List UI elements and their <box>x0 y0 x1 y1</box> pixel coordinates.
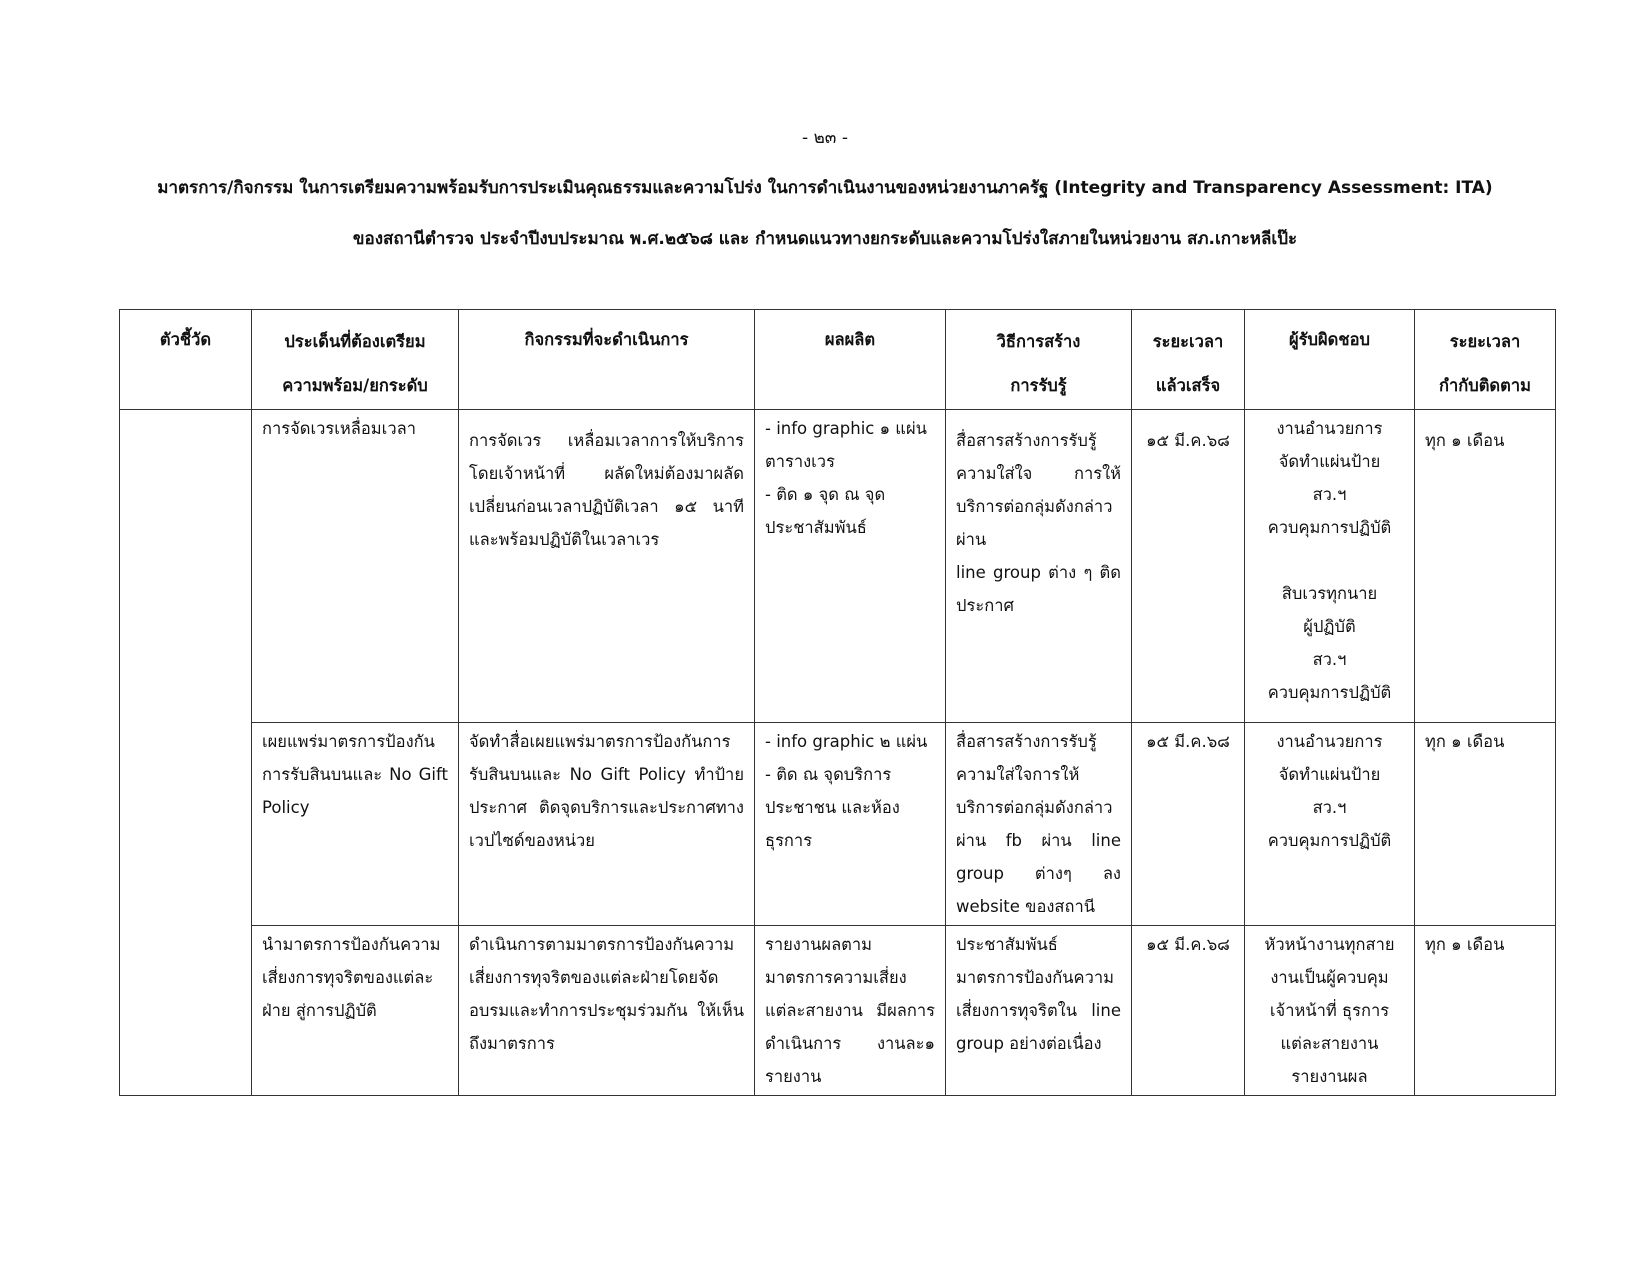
issue-cell: การจัดเวรเหลื่อมเวลา <box>252 410 459 723</box>
table-row <box>120 410 1556 723</box>
responsible-line: งานอำนวยการ <box>1276 732 1383 751</box>
method-cell: ประชาสัมพันธ์มาตรการป้องกันความเสี่ยงการทุจริตใน line group อย่างต่อเนื่อง <box>946 926 1132 1096</box>
responsible-line: ควบคุมการปฏิบัติ <box>1267 518 1392 537</box>
deadline-cell: ๑๕ มี.ค.๖๘ <box>1132 723 1245 926</box>
header-monitor <box>1415 310 1556 410</box>
responsible-line: งานเป็นผู้ควบคุม <box>1270 968 1389 987</box>
document-title-line-1: มาตรการ/กิจกรรม ในการเตรียมความพร้อมรับการประเมินคุณธรรมและความโปร่ง ในการดำเนินงานของหน่วยงานภาครัฐ (Integrity and Transparency Assessment: ITA) <box>157 178 1493 198</box>
responsible-line: สว.ฯ <box>1312 650 1347 669</box>
responsible-cell <box>1245 410 1415 723</box>
output-line: - ติด ณ จุดบริการประชาชน และห้องธุรการ <box>765 765 900 850</box>
responsible-spacer <box>1255 544 1404 577</box>
responsible-line: ควบคุมการปฏิบัติ <box>1267 831 1392 850</box>
responsible-line: แต่ละสายงาน <box>1280 1034 1379 1053</box>
responsible-line: หัวหน้างานทุกสาย <box>1264 935 1395 954</box>
document-title-line-2: ของสถานีตำรวจ ประจำปีงบประมาณ พ.ศ.๒๕๖๘ และ กำหนดแนวทางยกระดับและความโปร่งใสภายในหน่วยงาน สภ.เกาะหลีเป๊ะ <box>352 229 1298 249</box>
header-method-line-2: การรับรู้ <box>1010 375 1067 395</box>
table-row <box>120 926 1556 1096</box>
output-cell: รายงานผลตามมาตรการความเสี่ยงแต่ละสายงาน มีผลการดำเนินการ งานละ๑ รายงาน <box>755 926 946 1096</box>
header-indicator <box>120 310 252 410</box>
activity-cell: การจัดเวร เหลื่อมเวลาการให้บริการโดยเจ้าหน้าที่ ผลัดใหม่ต้องมาผลัดเปลี่ยนก่อนเวลาปฏิบัติเวลา ๑๕ นาทีและพร้อมปฏิบัติในเวลาเวร <box>459 410 755 723</box>
header-method-line-1: วิธีการสร้าง <box>996 331 1081 351</box>
responsible-line: สิบเวรทุกนาย <box>1281 584 1378 603</box>
header-responsible-label: ผู้รับผิดชอบ <box>1289 330 1370 349</box>
issue-cell: นำมาตรการป้องกันความเสี่ยงการทุจริตของแต่ละฝ่าย สู่การปฏิบัติ <box>252 926 459 1096</box>
monitor-cell: ทุก ๑ เดือน <box>1415 926 1556 1096</box>
activity-cell: จัดทำสื่อเผยแพร่มาตรการป้องกันการรับสินบนและ No Gift Policy ทำป้าย ประกาศ ติดจุดบริการและประกาศทางเวปไซด์ของหน่วย <box>459 723 755 926</box>
measures-table <box>119 309 1556 1096</box>
deadline-cell: ๑๕ มี.ค.๖๘ <box>1132 926 1245 1096</box>
method-line: line group ต่าง ๆ ติดประกาศ <box>956 563 1121 615</box>
responsible-line: ควบคุมการปฏิบัติ <box>1267 683 1392 702</box>
table-row <box>120 723 1556 926</box>
header-issue <box>252 310 459 410</box>
header-activity <box>459 310 755 410</box>
header-output <box>755 310 946 410</box>
output-line: - info graphic ๒ แผ่น <box>765 732 928 751</box>
header-responsible <box>1245 310 1415 410</box>
output-line: ตารางเวร <box>765 452 835 471</box>
header-deadline <box>1132 310 1245 410</box>
responsible-line: งานอำนวยการ <box>1276 419 1383 438</box>
responsible-cell <box>1245 723 1415 926</box>
activity-cell: ดำเนินการตามมาตรการป้องกันความเสี่ยงการทุจริตของแต่ละฝ่ายโดยจัดอบรมและทำการประชุมร่วมกัน ให้เห็นถึงมาตรการ <box>459 926 755 1096</box>
header-output-label: ผลผลิต <box>824 330 876 349</box>
method-cell <box>946 410 1132 723</box>
indicator-cell <box>120 410 252 1096</box>
responsible-line: จัดทำแผ่นป้าย <box>1278 452 1381 471</box>
responsible-line: ผู้ปฏิบัติ <box>1303 617 1356 636</box>
header-indicator-label: ตัวชี้วัด <box>159 330 212 349</box>
method-cell: สื่อสารสร้างการรับรู้ความใส่ใจการให้บริการต่อกลุ่มดังกล่าว ผ่าน fb ผ่าน line group ต่างๆ ลง website ของสถานี <box>946 723 1132 926</box>
output-cell <box>755 410 946 723</box>
output-line: - info graphic ๑ แผ่น <box>765 419 927 438</box>
header-deadline-line-1: ระยะเวลา <box>1152 331 1224 351</box>
method-line: สื่อสารสร้างการรับรู้ความใส่ใจ การให้บริการต่อกลุ่มดังกล่าวผ่าน <box>956 431 1121 549</box>
header-issue-line-2: ความพร้อม/ยกระดับ <box>282 375 428 395</box>
header-method <box>946 310 1132 410</box>
responsible-line: จัดทำแผ่นป้าย <box>1278 765 1381 784</box>
responsible-line: สว.ฯ <box>1312 798 1347 817</box>
header-deadline-line-2: แล้วเสร็จ <box>1155 375 1221 395</box>
issue-cell: เผยแพร่มาตรการป้องกันการรับสินบนและ No Gift Policy <box>252 723 459 926</box>
monitor-cell: ทุก ๑ เดือน <box>1415 410 1556 723</box>
responsible-cell <box>1245 926 1415 1096</box>
monitor-cell: ทุก ๑ เดือน <box>1415 723 1556 926</box>
table-header-row <box>120 310 1556 410</box>
deadline-cell: ๑๕ มี.ค.๖๘ <box>1132 410 1245 723</box>
header-monitor-line-2: กำกับติดตาม <box>1438 375 1531 395</box>
responsible-line: เจ้าหน้าที่ ธุรการ <box>1269 1001 1390 1020</box>
page-number: - ๒๓ - <box>802 128 848 148</box>
output-cell <box>755 723 946 926</box>
responsible-line: รายงานผล <box>1291 1067 1368 1086</box>
header-issue-line-1: ประเด็นที่ต้องเตรียม <box>284 331 426 351</box>
responsible-line: สว.ฯ <box>1312 485 1347 504</box>
header-monitor-line-1: ระยะเวลา <box>1449 331 1521 351</box>
header-activity-label: กิจกรรมที่จะดำเนินการ <box>524 330 689 349</box>
output-line: - ติด ๑ จุด ณ จุดประชาสัมพันธ์ <box>765 485 886 537</box>
